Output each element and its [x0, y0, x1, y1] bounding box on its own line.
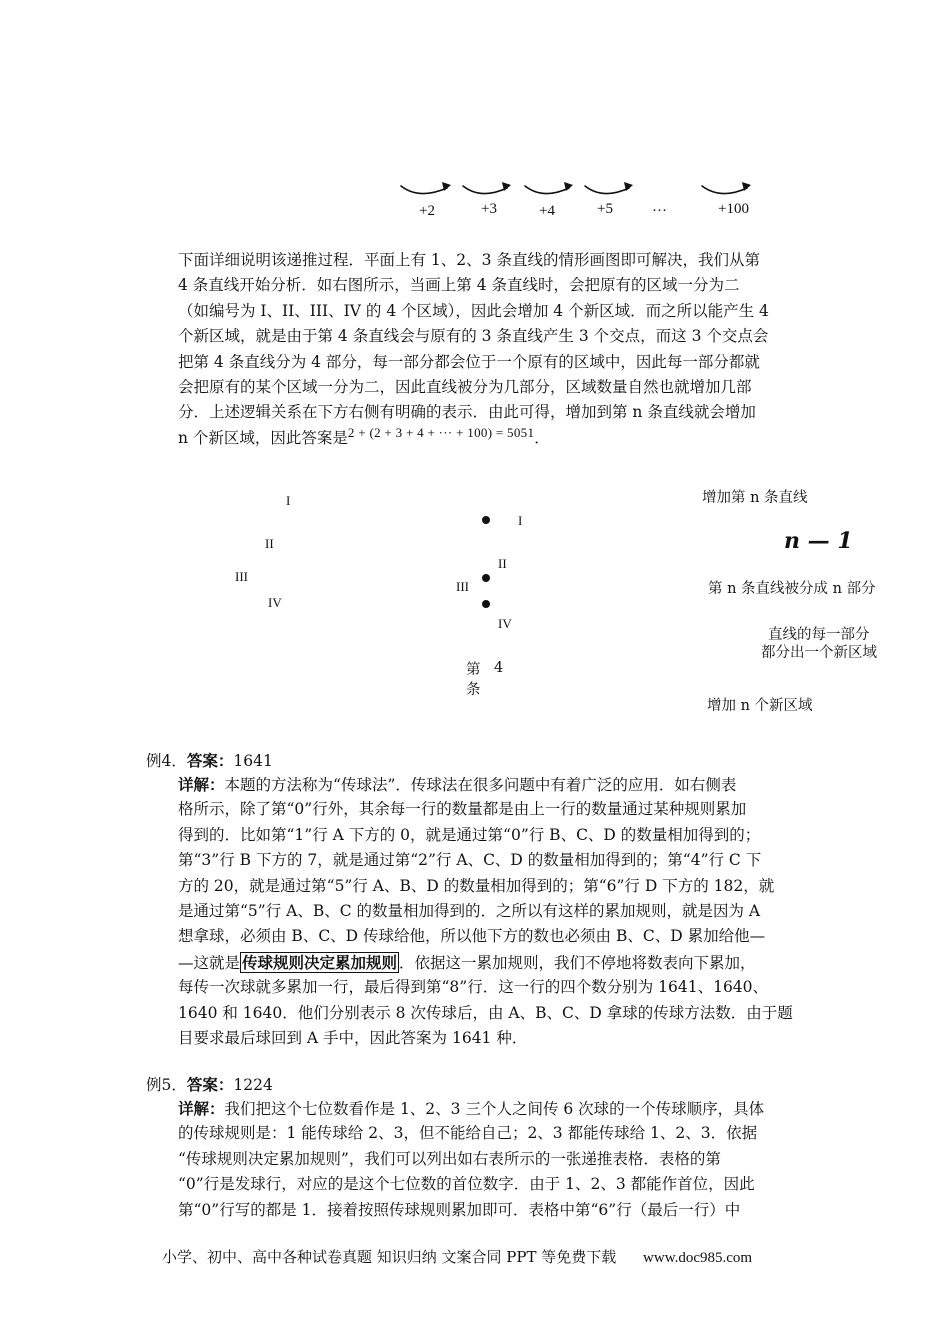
example4-label: 例4．: [146, 752, 187, 770]
example5-line: 第“0”行写的都是 1．接着按照传球规则累加即可．表格中第“6”行（最后一行）中: [178, 1200, 741, 1219]
intersection-point-3: [482, 600, 490, 608]
intro-line: 下面详细说明该递推过程．平面上有 1、2、3 条直线的情形画图即可解决，我们从第: [178, 251, 760, 269]
example5-label: 例5．: [146, 1076, 187, 1094]
logic-n-minus-1: n — 1: [784, 528, 853, 554]
region-label-left-2: II: [265, 536, 274, 551]
region-label-left-1: I: [286, 493, 291, 508]
example4-line: 目要求最后球回到 A 手中，因此答案为 1641 种．: [178, 1028, 528, 1047]
seq-label-4: +5: [597, 201, 613, 217]
example5-answer-label: 答案：: [186, 1075, 234, 1094]
region-label-mid-4: IV: [498, 616, 512, 631]
arrow-3: [525, 186, 569, 194]
example4-header: [146, 749, 273, 771]
intro-line: 分．上述逻辑关系在下方右侧有明确的表示．由此可得，增加到第 n 条直线就会增加: [178, 403, 756, 422]
boxed-rule: 传球规则决定累加规则: [242, 952, 398, 972]
region-label-left-3: III: [235, 569, 248, 584]
intro-last-prefix: n 个新区域，因此答案是: [178, 428, 348, 447]
seq-label-3: +4: [539, 203, 555, 219]
example4-boxed-line: —这就是 传球规则决定累加规则 ．依据这一累加规则，我们不停地将数表向下累加，: [178, 952, 756, 972]
intro-paragraph: [178, 248, 769, 451]
example5-answer: 1224: [233, 1076, 273, 1094]
example5-detail: [178, 1096, 764, 1223]
arrow-4: [585, 186, 629, 194]
logic-step-each-part: 直线的每一部分: [768, 627, 870, 643]
intro-line: （如编号为 I、II、III、IV 的 4 个区域），因此会增加 4 个新区域．而之所以能产生 4: [178, 301, 769, 320]
seq-label-6: +100: [718, 201, 749, 217]
logic-step-split: 第 n 条直线被分成 n 部分: [708, 581, 876, 597]
footer-text: 小学、初中、高中各种试卷真题 知识归纳 文案合同 PPT 等免费下载: [162, 1248, 617, 1266]
seq-label-2: +3: [481, 201, 497, 217]
example4-detail-label: 详解：: [178, 775, 225, 794]
example5-line: 的传球规则是：1 能传球给 2、3，但不能给自己；2、3 都能传球给 1、2、3．依据: [178, 1124, 758, 1143]
example4-line: 得到的．比如第“1”行 A 下方的 0，就是通过第“0”行 B、C、D 的数量相加得到的；: [178, 825, 761, 844]
region-label-mid-1: I: [518, 513, 523, 528]
example4-line: 是通过第“5”行 A、B、C 的数量相加得到的．之所以有这样的累加规则，就是因为 A: [178, 901, 761, 920]
intro-line: 4 条直线开始分析．如右图所示，当画上第 4 条直线时，会把原有的区域一分为二: [178, 276, 740, 295]
intro-line: 个新区域，就是由于第 4 条直线会与原有的 3 条直线产生 3 个交点，而这 3 个交点会: [178, 327, 769, 346]
page-footer: [162, 1246, 752, 1267]
example4-answer: 1641: [233, 752, 273, 770]
seq-label-1: +2: [419, 203, 435, 219]
example5-header: [146, 1073, 273, 1095]
logic-step-new-region: 都分出一个新区域: [761, 645, 877, 661]
region-label-left-4: IV: [268, 595, 282, 610]
example4-line: 详解：本题的方法称为“传球法”．传球法在很多问题中有着广泛的应用．如右侧表: [178, 775, 737, 794]
example4-answer-label: 答案：: [186, 751, 234, 770]
example5-line: “传球规则决定累加规则”，我们可以列出如右表所示的一张递推表格．表格的第: [178, 1149, 721, 1168]
line-label-tiao: 条: [466, 682, 481, 698]
logic-step-add-line: 增加第 n 条直线: [702, 490, 808, 506]
intro-last-line: [178, 426, 769, 451]
example5-line: 详解：我们把这个七位数看作是 1、2、3 三个人之间传 6 次球的一个传球顺序，具体: [178, 1099, 765, 1118]
intersection-point-1: [482, 516, 490, 524]
logic-step-result: 增加 n 个新区域: [707, 698, 813, 714]
region-label-mid-2: II: [498, 556, 507, 571]
arrow-1: [401, 186, 447, 194]
example4-line: 想拿球，必须由 B、C、D 传球给他，所以他下方的数也必须由 B、C、D 累加给他—: [178, 927, 766, 946]
sequence-arrows: [395, 176, 765, 206]
example4-line: 格所示，除了第“0”行外，其余每一行的数量都是由上一行的数量通过某种规则累加: [178, 800, 747, 819]
example4-line: 每传一次球就多累加一行，最后得到第“8”行．这一行的四个数分别为 1641、1640、: [178, 978, 769, 997]
region-label-mid-3: III: [456, 579, 469, 594]
example4-detail: [178, 772, 793, 1051]
example4-line: 1640 和 1640．他们分别表示 8 次传球后，由 A、B、C、D 拿球的传球方法数．由于题: [178, 1003, 793, 1022]
example4-line: 第“3”行 B 下方的 7，就是通过第“2”行 A、C、D 的数量相加得到的；第“4”行 C 下: [178, 851, 762, 870]
intro-line: 会把原有的某个区域一分为二，因此直线被分为几部分，区域数量自然也就增加几部: [178, 377, 752, 396]
arrow-2: [463, 186, 507, 194]
intro-last-suffix: ．: [534, 428, 550, 447]
line-label-num: 4: [494, 660, 504, 676]
intro-line: 把第 4 条直线分为 4 部分，每一部分都会位于一个原有的区域中，因此每一部分都就: [178, 352, 760, 371]
answer-formula: 2 + (2 + 3 + 4 + ··· + 100) = 5051: [347, 424, 535, 440]
seq-label-ellipsis: …: [652, 199, 667, 215]
example5-detail-label: 详解：: [178, 1099, 225, 1118]
footer-url[interactable]: www.doc985.com: [643, 1250, 753, 1266]
example5-line: “0”行是发球行，对应的是这个七位数的首位数字．由于 1、2、3 都能作首位，因此: [178, 1175, 755, 1194]
example4-line: 方的 20，就是通过第“5”行 A、B、D 的数量相加得到的；第“6”行 D 下方的 182，就: [178, 876, 775, 895]
intersection-point-2: [482, 574, 490, 582]
line-label-di: 第: [466, 662, 481, 678]
arrow-6: [702, 186, 747, 194]
